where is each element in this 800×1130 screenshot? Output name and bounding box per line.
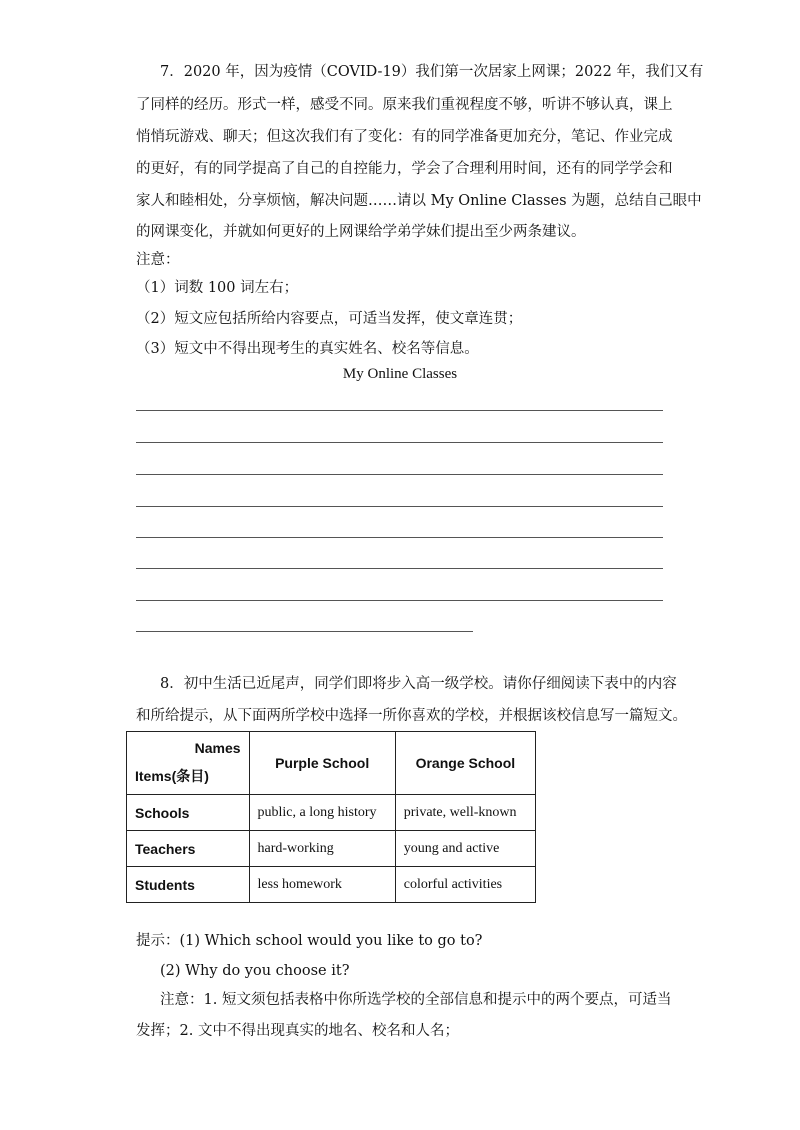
table-cell: colorful activities — [395, 867, 535, 903]
table-row — [127, 831, 536, 867]
q8-note-line: 发挥；2. 文中不得出现真实的地名、校名和人名； — [136, 1023, 459, 1039]
q8-note-line: 注意：1. 短文须包括表格中你所选学校的全部信息和提示中的两个要点，可适当 — [160, 992, 672, 1008]
corner-items-label: Items(条目) — [135, 768, 209, 784]
q7-notes-label: 注意： — [136, 252, 180, 268]
writing-line[interactable] — [136, 631, 473, 632]
q8-prompt-line: 和所给提示，从下面两所学校中选择一所你喜欢的学校，并根据该校信息写一篇短文。 — [136, 708, 687, 724]
writing-line[interactable] — [136, 474, 663, 475]
q7-prompt-line: 了同样的经历。形式一样，感受不同。原来我们重视程度不够，听讲不够认真，课上 — [136, 97, 673, 113]
table-row — [127, 795, 536, 831]
hint-1: 提示：(1) Which school would you like to go to? — [136, 933, 483, 949]
q7-prompt-line: 的更好，有的同学提高了自己的自控能力，学会了合理利用时间，还有的同学学会和 — [136, 161, 673, 177]
q7-note-item: （3）短文中不得出现考生的真实姓名、校名等信息。 — [136, 341, 479, 357]
hint-2: (2) Why do you choose it? — [160, 963, 350, 979]
table-header-row — [127, 732, 536, 795]
writing-line[interactable] — [136, 442, 663, 443]
q7-prompt-line: 的网课变化，并就如何更好的上网课给学弟学妹们提出至少两条建议。 — [136, 224, 586, 240]
essay-title: My Online Classes — [342, 366, 458, 382]
writing-line[interactable] — [136, 410, 663, 411]
writing-line[interactable] — [136, 537, 663, 538]
table-cell: less homework — [249, 867, 395, 903]
corner-cell — [127, 732, 250, 795]
q7-note-item: （1）词数 100 词左右； — [136, 280, 299, 296]
q8-prompt-line: 8．初中生活已近尾声，同学们即将步入高一级学校。请你仔细阅读下表中的内容 — [160, 676, 677, 692]
q7-prompt-line: 悄悄玩游戏、聊天；但这次我们有了变化：有的同学准备更加充分，笔记、作业完成 — [136, 129, 673, 145]
column-header-orange: Orange School — [395, 732, 535, 795]
column-header-purple: Purple School — [249, 732, 395, 795]
row-item-label: Teachers — [127, 831, 250, 867]
writing-line[interactable] — [136, 600, 663, 601]
q7-prompt-line: 7．2020 年，因为疫情（COVID-19）我们第一次居家上网课；2022 年，我们又有 — [160, 64, 704, 80]
q7-prompt-line: 家人和睦相处，分享烦恼，解决问题……请以 My Online Classes 为题，总结自己眼中 — [136, 193, 702, 209]
writing-line[interactable] — [136, 568, 663, 569]
writing-line[interactable] — [136, 506, 663, 507]
table-row — [127, 867, 536, 903]
table-cell: young and active — [395, 831, 535, 867]
school-info-table — [126, 731, 536, 903]
corner-names-label: Names — [194, 740, 241, 756]
row-item-label: Schools — [127, 795, 250, 831]
table-cell: public, a long history — [249, 795, 395, 831]
table-cell: private, well-known — [395, 795, 535, 831]
row-item-label: Students — [127, 867, 250, 903]
table-cell: hard-working — [249, 831, 395, 867]
q7-note-item: （2）短文应包括所给内容要点，可适当发挥，使文章连贯； — [136, 311, 523, 327]
